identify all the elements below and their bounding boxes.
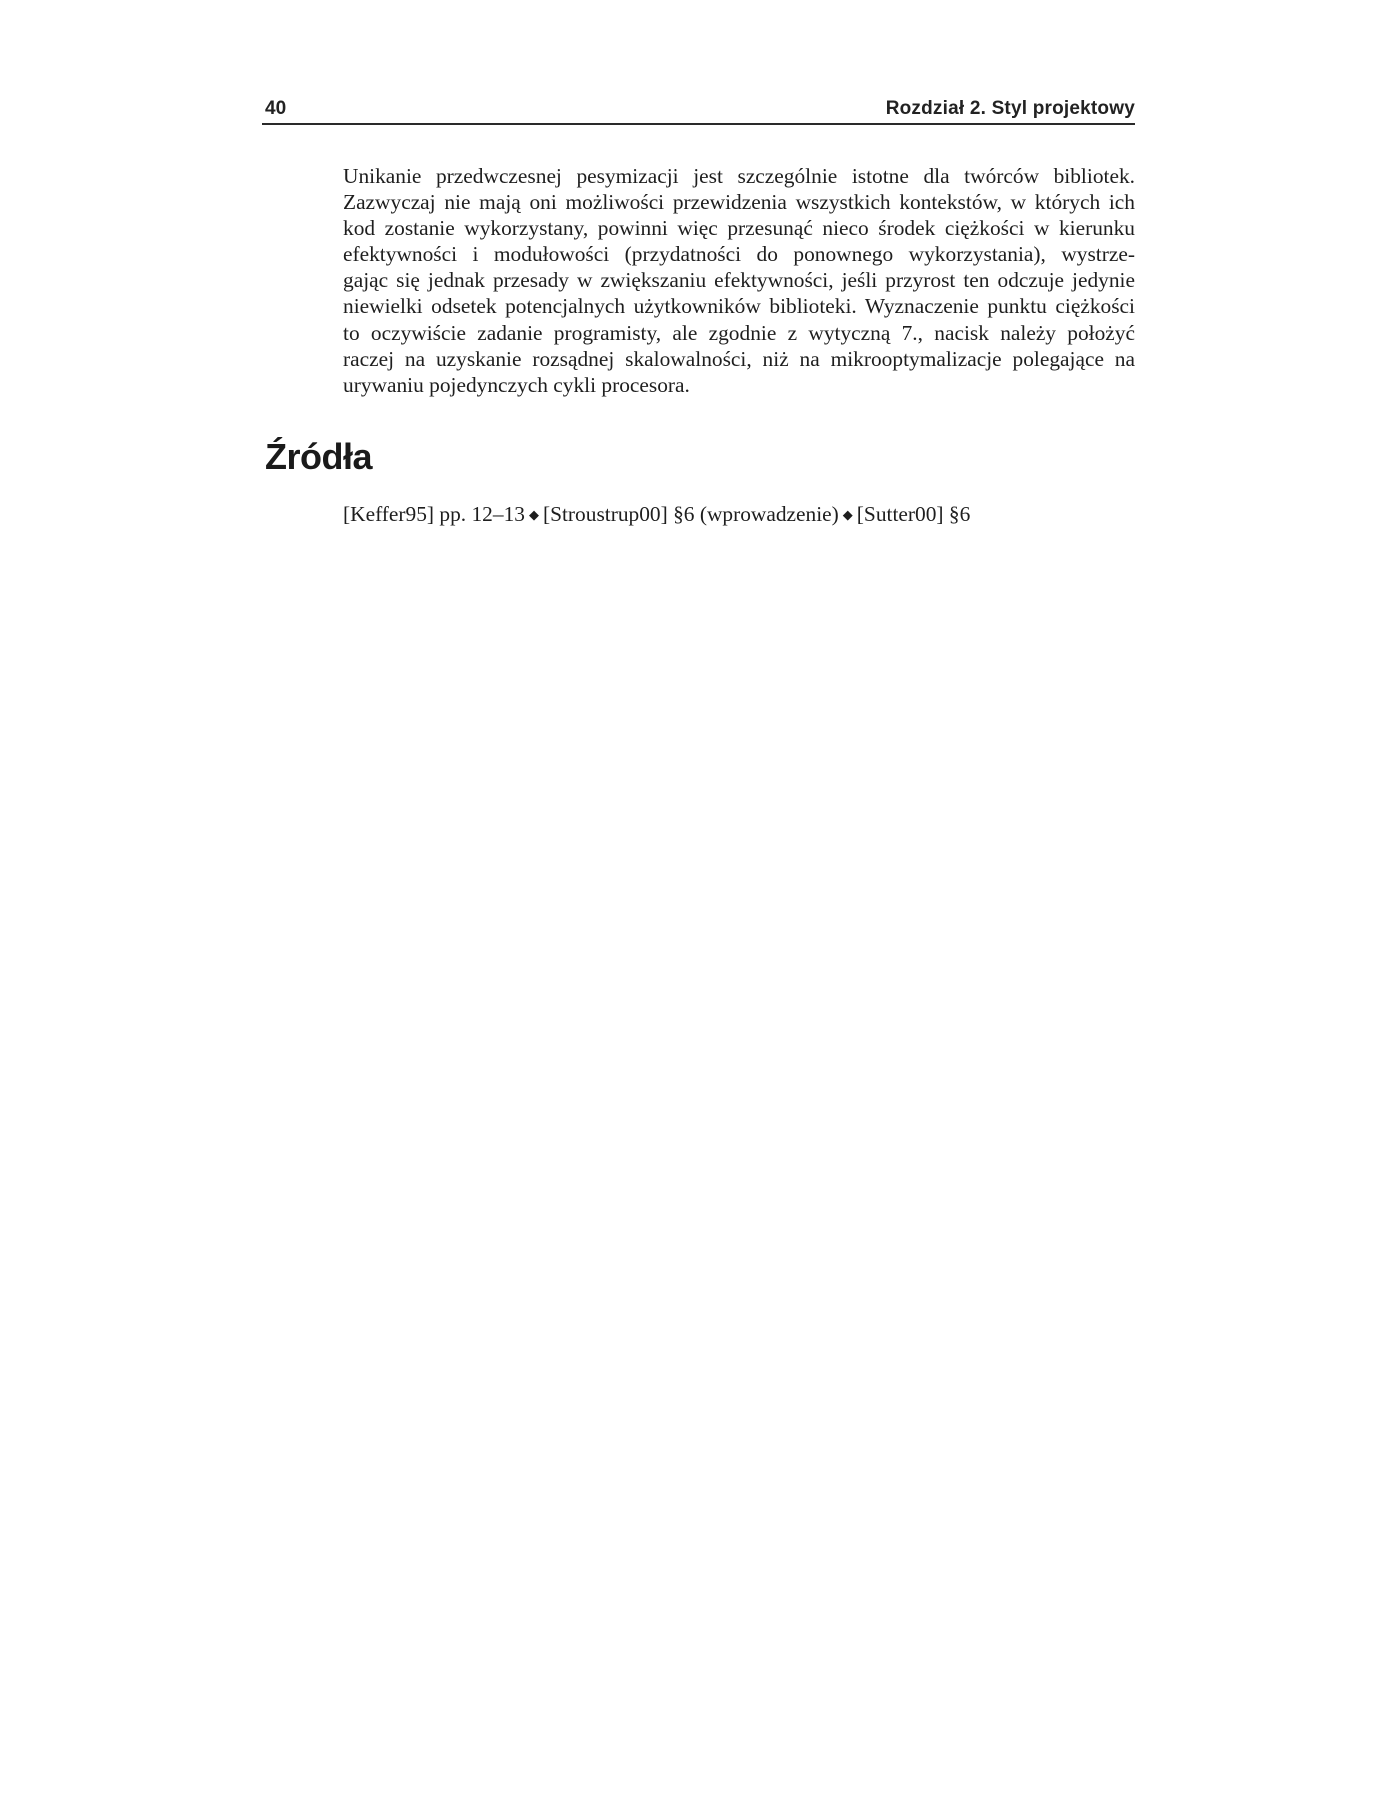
reference-item: [Sutter00] §6 — [856, 502, 971, 526]
paragraph-line: urywaniu pojedynczych cykli procesora. — [343, 372, 690, 397]
section-heading: Źródła — [265, 436, 373, 477]
diamond-separator-icon: ◆ — [528, 507, 539, 522]
paragraph-line: Zazwyczaj nie mają oni możliwości przewidzenia wszystkich kontekstów, w których ich — [343, 190, 1135, 215]
paragraph-line: kod zostanie wykorzystany, powinni więc przesunąć nieco środek ciężkości w kierunku — [343, 216, 1135, 241]
reference-item: [Stroustrup00] §6 (wprowadzenie) — [542, 502, 839, 526]
page-number: 40 — [265, 98, 287, 119]
paragraph-line: efektywności i modułowości (przydatności do ponownego wykorzystania), wystrze- — [343, 242, 1135, 267]
header-rule — [262, 123, 1135, 125]
paragraph-line: niewielki odsetek potencjalnych użytkowników biblioteki. Wyznaczenie punktu ciężkości — [343, 294, 1135, 319]
reference-item: [Keffer95] pp. 12–13 — [343, 502, 525, 526]
paragraph-line: Unikanie przedwczesnej pesymizacji jest szczególnie istotne dla twórców bibliotek. — [343, 164, 1135, 188]
chapter-title: Rozdział 2. Styl projektowy — [885, 98, 1135, 119]
body-paragraph — [343, 163, 1135, 398]
paragraph-line: gając się jednak przesady w zwiększaniu efektywności, jeśli przyrost ten odczuje jedynie — [343, 268, 1135, 293]
diamond-separator-icon: ◆ — [842, 507, 853, 522]
paragraph-line: to oczywiście zadanie programisty, ale zgodnie z wytyczną 7., nacisk należy położyć — [343, 320, 1135, 345]
references-line — [343, 501, 1135, 528]
paragraph-line: raczej na uzyskanie rozsądnej skalowalności, niż na mikrooptymalizacje polegające na — [343, 346, 1135, 371]
running-header — [262, 96, 1135, 124]
